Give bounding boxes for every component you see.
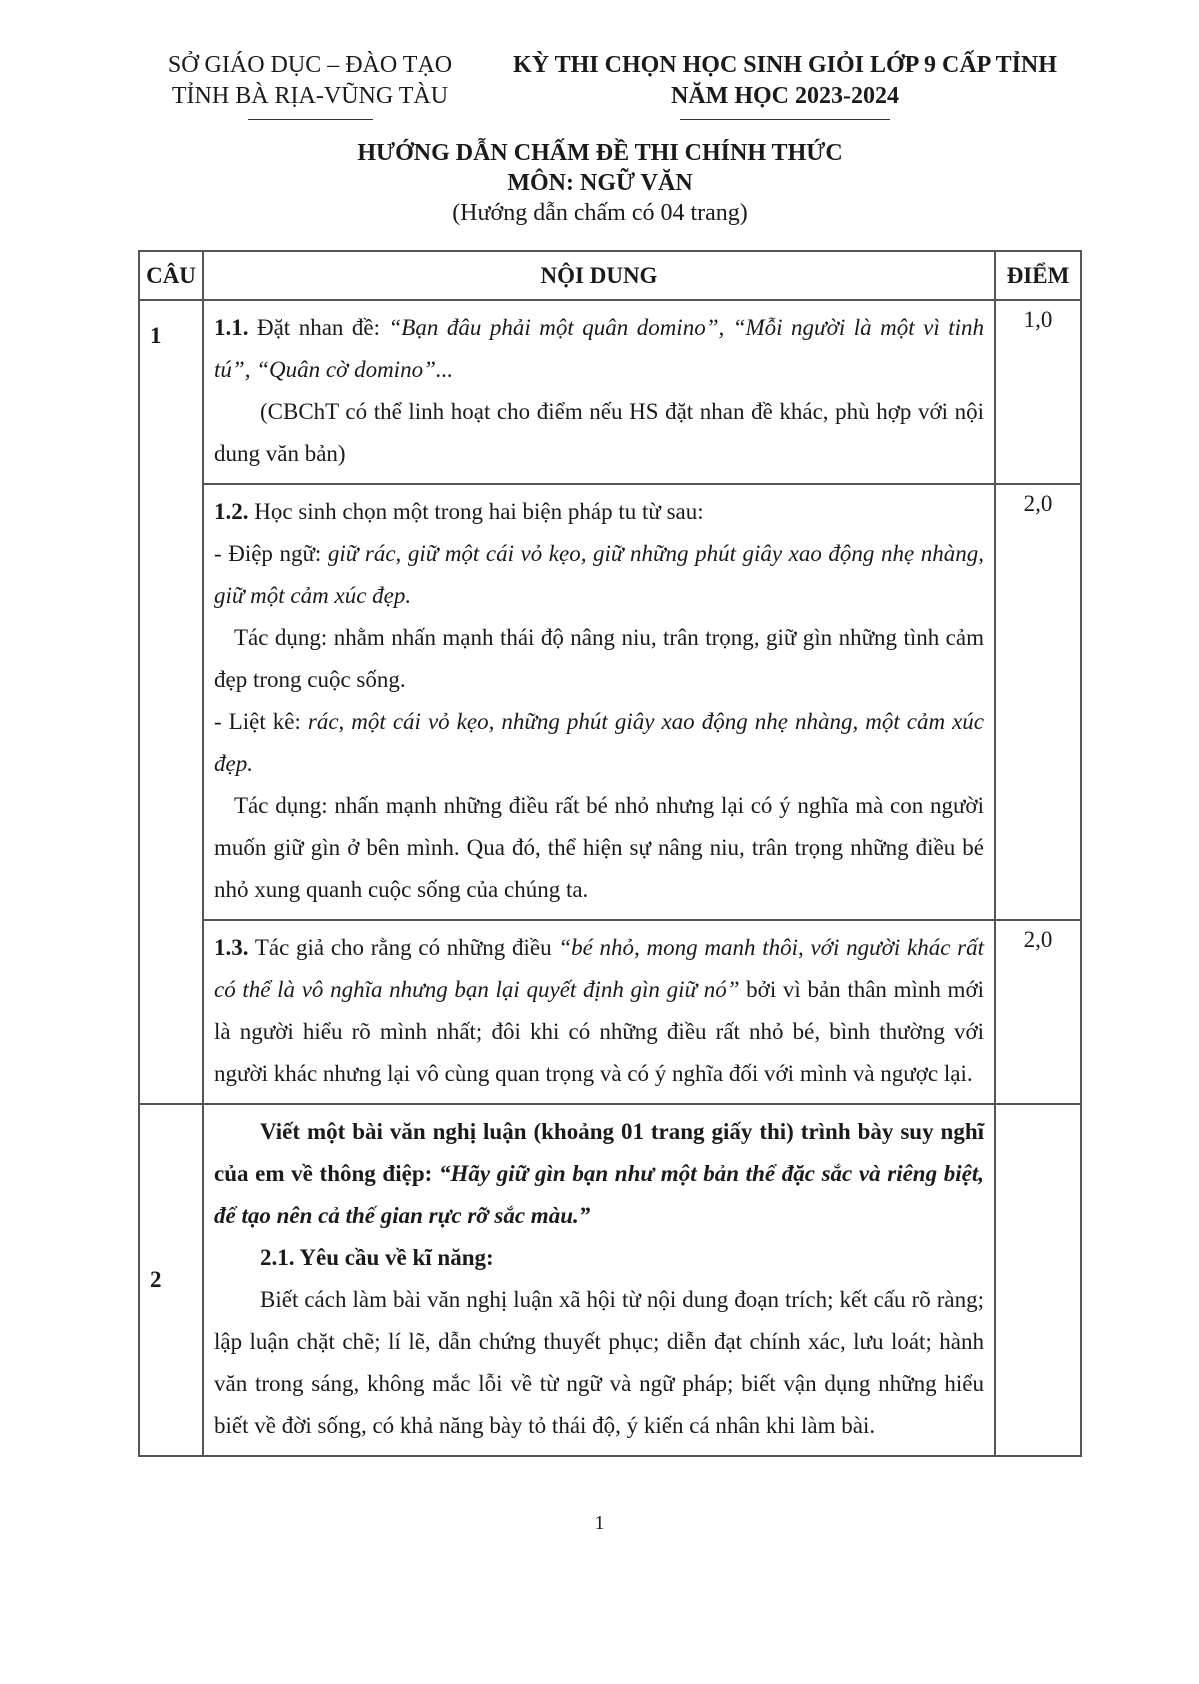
province-name: TỈNH BÀ RỊA-VŨNG TÀU [171, 83, 449, 109]
quoted-passage: “bé nhỏ, mong manh thôi, với người khác rất có thể là vô nghĩa nhưng bạn lại quyết định gìn giữ nó” [214, 935, 984, 1002]
issuing-authority [150, 50, 470, 120]
header-right-underline [680, 119, 890, 120]
table-row-1-1 [139, 300, 1081, 484]
score-1-1: 1,0 [995, 300, 1081, 484]
page-number: 1 [594, 1512, 605, 1534]
subject-title: MÔN: NGỮ VĂN [507, 170, 693, 196]
page-count-note: (Hướng dẫn chấm có 04 trang) [452, 200, 748, 226]
exam-name: KỲ THI CHỌN HỌC SINH GIỎI LỚP 9 CẤP TỈNH [513, 52, 1057, 78]
essay-prompt: Viết một bài văn nghị luận (khoảng 01 trang giấy thi) trình bày suy nghĩ của em về thông điệp: “Hãy giữ gìn bạn như một bản thể đặc sắc và riêng biệt, để tạo nên cả thế gian rực rỡ sắc màu.” [214, 1119, 984, 1228]
skills-requirement-text: Biết cách làm bài văn nghị luận xã hội từ nội dung đoạn trích; kết cấu rõ ràng; lập luận chặt chẽ; lí lẽ, dẫn chứng thuyết phục; diễn đạt chính xác, lưu loát; hành văn trong sáng, không mắc lỗi về từ ngữ và ngữ pháp; biết vận dụng những hiểu biết về đời sống, có khả năng bày tỏ thái độ, ý kiến cá nhân khi làm bài. [214, 1287, 984, 1438]
document-title: HƯỚNG DẪN CHẤM ĐỀ THI CHÍNH THỨC [357, 140, 843, 166]
answer-1-1-text: 1.1. Đặt nhan đề: “Bạn đâu phải một quân domino”, “Mỗi người là một vì tinh tú”, “Quân cờ domino”... [214, 315, 985, 382]
grading-table [138, 250, 1082, 1457]
answer-1-2 [203, 484, 995, 920]
skills-requirement-title: 2.1. Yêu cầu về kĩ năng: [260, 1245, 494, 1270]
answer-1-1-label: 1.1. [214, 315, 249, 340]
table-row-2 [139, 1104, 1081, 1456]
score-1-2: 2,0 [995, 484, 1081, 920]
answer-1-3 [203, 920, 995, 1104]
score-2 [995, 1104, 1081, 1456]
header-cau: CÂU [139, 251, 203, 300]
answer-1-3-label: 1.3. [214, 935, 249, 960]
essay-message-quote: “Hãy giữ gìn bạn như một bản thể đặc sắc và riêng biệt, để tạo nên cả thế gian rực rỡ sắc màu.” [214, 1161, 984, 1228]
question-number-2: 2 [139, 1104, 203, 1456]
answer-1-1 [203, 300, 995, 484]
answer-1-1-note: (CBChT có thể linh hoạt cho điểm nếu HS đặt nhan đề khác, phù hợp với nội dung văn bản) [214, 399, 984, 466]
answer-1-2-label: 1.2. [214, 499, 249, 524]
answer-1-2-intro: 1.2. Học sinh chọn một trong hai biện pháp tu từ sau: [214, 499, 704, 524]
exam-heading [505, 50, 1065, 120]
answer-2 [203, 1104, 995, 1456]
table-row-1-3 [139, 920, 1081, 1104]
table-row-1-2 [139, 484, 1081, 920]
header-left-underline [248, 119, 373, 120]
title-suggestion-domino: “Quân cờ domino”... [256, 357, 454, 382]
header-noi-dung: NỘI DUNG [203, 251, 995, 300]
answer-1-2-repetition-effect: Tác dụng: nhằm nhấn mạnh thái độ nâng niu, trân trọng, giữ gìn những tình cảm đẹp trong cuộc sống. [214, 625, 984, 692]
answer-1-2-enumeration-effect: Tác dụng: nhấn mạnh những điều rất bé nhỏ nhưng lại có ý nghĩa mà con người muốn giữ gìn ở bên mình. Qua đó, thể hiện sự nâng niu, trân trọng những điều bé nhỏ xung quanh cuộc sống của chúng ta. [214, 793, 984, 902]
table-header-row [139, 251, 1081, 300]
header-diem: ĐIỂM [995, 251, 1081, 300]
answer-1-3-text: 1.3. Tác giả cho rằng có những điều “bé nhỏ, mong manh thôi, với người khác rất có thể là vô nghĩa nhưng bạn lại quyết định gìn giữ nó” bởi vì bản thân mình mới là người hiểu rõ mình nhất; đôi khi có những điều rất nhỏ bé, bình thường với người khác nhưng lại vô cùng quan trọng và có ý nghĩa đối với mình và ngược lại. [214, 935, 984, 1086]
score-1-3: 2,0 [995, 920, 1081, 1104]
title-suggestions: “Bạn đâu phải một quân domino”, “Mỗi người là một vì tinh tú” [214, 315, 985, 382]
question-number-1: 1 [139, 300, 203, 1104]
answer-1-2-enumeration: - Liệt kê: rác, một cái vỏ kẹo, những phút giây xao động nhẹ nhàng, một cảm xúc đẹp. [214, 709, 985, 776]
answer-1-2-repetition: - Điệp ngữ: giữ rác, giữ một cái vỏ kẹo, giữ những phút giây xao động nhẹ nhàng, giữ một cảm xúc đẹp. [214, 541, 984, 608]
school-year: NĂM HỌC 2023-2024 [671, 83, 899, 109]
document-title-block [150, 138, 1050, 228]
department-name: SỞ GIÁO DỤC – ĐÀO TẠO [167, 52, 453, 78]
